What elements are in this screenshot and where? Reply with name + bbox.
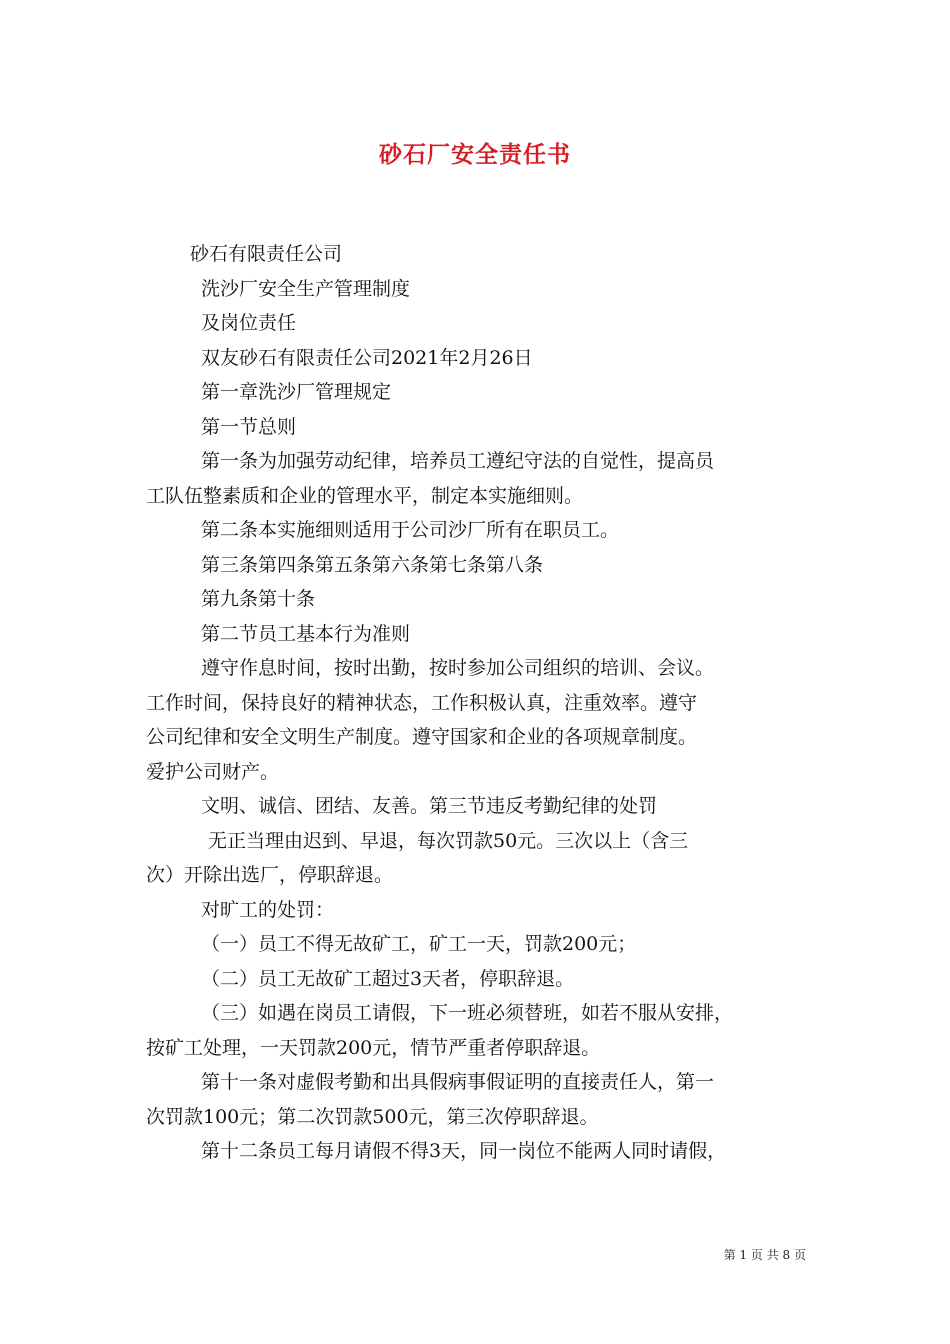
text-line: 爱护公司财产。: [146, 760, 280, 783]
text-line: 第十一条对虚假考勤和出具假病事假证明的直接责任人，第一: [201, 1071, 715, 1093]
text-line: 按矿工处理，一天罚款200元，情节严重者停职辞退。: [146, 1036, 601, 1059]
text-line: （三）如遇在岗员工请假，下一班必须替班，如若不服从安排，: [201, 1002, 734, 1024]
text-line: 次）开除出选厂，停职辞退。: [146, 864, 394, 886]
text-line: 第二条本实施细则适用于公司沙厂所有在职员工。: [201, 519, 620, 541]
text-line: （二）员工无故矿工超过3天者，停职辞退。: [201, 967, 575, 990]
text-line: 无正当理由迟到、早退，每次罚款50元。三次以上（含三: [208, 829, 689, 852]
text-line: 第九条第十条: [201, 588, 316, 610]
text-line: 及岗位责任: [201, 312, 297, 334]
text-line: 第二节员工基本行为准则: [201, 622, 411, 645]
text-line: 洗沙厂安全生产管理制度: [201, 277, 411, 300]
text-line: （一）员工不得无故矿工，矿工一天，罚款200元；: [201, 933, 637, 955]
text-line: 第一章洗沙厂管理规定: [201, 381, 392, 403]
text-line: 第一节总则: [201, 415, 297, 438]
text-line: 文明、诚信、团结、友善。第三节违反考勤纪律的处罚: [201, 795, 658, 817]
text-line: 对旷工的处罚：: [201, 898, 335, 921]
text-line: 工队伍整素质和企业的管理水平，制定本实施细则。: [146, 484, 584, 507]
text-line: 第三条第四条第五条第六条第七条第八条: [201, 553, 544, 576]
text-line: 次罚款100元；第二次罚款500元，第三次停职辞退。: [146, 1105, 599, 1128]
text-line: 第十二条员工每月请假不得3天，同一岗位不能两人同时请假，: [201, 1140, 727, 1162]
text-line: 砂石有限责任公司: [190, 243, 343, 265]
text-line: 工作时间，保持良好的精神状态，工作积极认真，注重效率。遵守: [146, 691, 698, 714]
text-line: 公司纪律和安全文明生产制度。遵守国家和企业的各项规章制度。: [146, 726, 698, 748]
document-title: 砂石厂安全责任书: [379, 141, 571, 168]
text-line: 遵守作息时间，按时出勤，按时参加公司组织的培训、会议。: [201, 657, 715, 679]
document-body: [146, 237, 816, 1169]
page-number: 第 1 页 共 8 页: [723, 1248, 806, 1262]
text-line: 双友砂石有限责任公司2021年2月26日: [201, 346, 533, 369]
text-line: 第一条为加强劳动纪律，培养员工遵纪守法的自觉性，提高员: [201, 450, 715, 472]
